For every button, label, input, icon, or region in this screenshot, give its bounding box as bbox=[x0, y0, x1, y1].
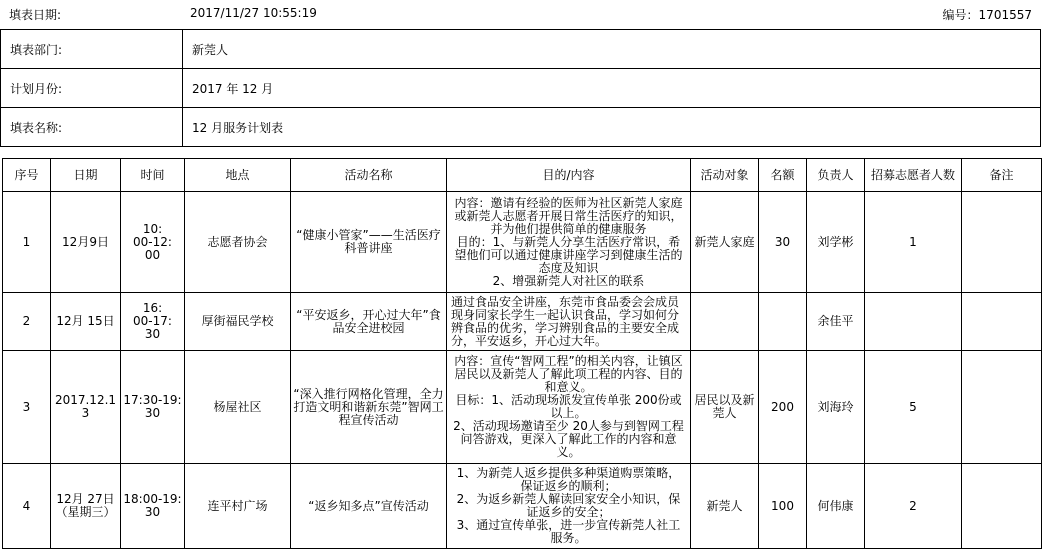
col-header: 活动名称 bbox=[291, 159, 447, 192]
content-line: 内容：宣传“智网工程”的相关内容，让镇区居民以及新莞人了解此项工程的内容、目的和意义。 bbox=[454, 354, 683, 394]
cell-place: 厚街福民学校 bbox=[185, 293, 291, 351]
col-header: 活动对象 bbox=[691, 159, 759, 192]
info-row-department bbox=[1, 30, 1041, 69]
cell-remark bbox=[962, 192, 1042, 293]
cell-time: 16: 00-17: 30 bbox=[121, 293, 185, 351]
cell-quota: 200 bbox=[759, 351, 807, 464]
col-header: 序号 bbox=[3, 159, 51, 192]
info-value: 新莞人 bbox=[183, 30, 1041, 69]
cell-target: 居民以及新莞人 bbox=[691, 351, 759, 464]
cell-no: 2 bbox=[3, 293, 51, 351]
info-label: 填表部门: bbox=[1, 30, 183, 69]
cell-quota: 30 bbox=[759, 192, 807, 293]
cell-leader: 余佳平 bbox=[807, 293, 865, 351]
cell-remark bbox=[962, 293, 1042, 351]
cell-content bbox=[447, 464, 691, 549]
table-header-row bbox=[3, 159, 1042, 192]
fill-date-label: 填表日期: bbox=[9, 8, 62, 22]
cell-leader: 刘学彬 bbox=[807, 192, 865, 293]
plan-table bbox=[2, 158, 1042, 549]
header-bar bbox=[0, 0, 1042, 26]
cell-content bbox=[447, 351, 691, 464]
content-line: 目标：1、活动现场派发宣传单张 200份或以上。 bbox=[455, 393, 682, 420]
col-header: 备注 bbox=[962, 159, 1042, 192]
cell-time: 17:30-19:30 bbox=[121, 351, 185, 464]
content-line: 目的：1、与新莞人分享生活医疗常识，希望他们可以通过健康讲座学习到健康生活的态度及知识 bbox=[454, 234, 683, 275]
cell-leader: 何伟康 bbox=[807, 464, 865, 549]
col-header: 日期 bbox=[51, 159, 121, 192]
info-value: 2017 年 12 月 bbox=[183, 69, 1041, 108]
cell-place: 连平村广场 bbox=[185, 464, 291, 549]
cell-remark bbox=[962, 464, 1042, 549]
content-line: 通过食品安全讲座，东莞市食品委会会成员现身同家长学生一起认识食品，学习如何分辨食品的优劣，学习辨别食品的主要安全成分，平安返乡，开心过大年。 bbox=[451, 294, 680, 348]
content-line: 2、活动现场邀请至少 20人参与到智网工程问答游戏，更深入了解此工作的内容和意义。 bbox=[453, 419, 684, 459]
content-line: 内容：邀请有经验的医师为社区新莞人家庭或新莞人志愿者开展日常生活医疗的知识，并为他们提供简单的健康服务 bbox=[454, 195, 683, 236]
cell-date: 2017.12.13 bbox=[51, 351, 121, 464]
info-row-name bbox=[1, 108, 1041, 147]
col-header: 地点 bbox=[185, 159, 291, 192]
cell-volunteers: 5 bbox=[865, 351, 962, 464]
cell-activity-name: “返乡知多点”宣传活动 bbox=[291, 464, 447, 549]
cell-activity-name: “深入推行网格化管理，全力打造文明和谐新东莞”智网工程宣传活动 bbox=[291, 351, 447, 464]
content-line: 1、为新莞人返乡提供多种渠道购票策略，保证返乡的顺利； bbox=[456, 466, 681, 493]
cell-no: 1 bbox=[3, 192, 51, 293]
table-row bbox=[3, 192, 1042, 293]
cell-quota bbox=[759, 293, 807, 351]
cell-volunteers: 2 bbox=[865, 464, 962, 549]
cell-activity-name: “平安返乡，开心过大年”食品安全进校园 bbox=[291, 293, 447, 351]
col-header: 目的/内容 bbox=[447, 159, 691, 192]
col-header: 名额 bbox=[759, 159, 807, 192]
fill-date-value: 2017/11/27 10:55:19 bbox=[190, 6, 317, 20]
cell-volunteers: 1 bbox=[865, 192, 962, 293]
cell-remark bbox=[962, 351, 1042, 464]
cell-target: 新莞人 bbox=[691, 464, 759, 549]
col-header: 招募志愿者人数 bbox=[865, 159, 962, 192]
cell-date: 12月 27日（星期三） bbox=[51, 464, 121, 549]
cell-content bbox=[447, 293, 691, 351]
col-header: 负责人 bbox=[807, 159, 865, 192]
content-line: 2、增强新莞人对社区的联系 bbox=[492, 273, 645, 288]
cell-volunteers bbox=[865, 293, 962, 351]
cell-activity-name: “健康小管家”——生活医疗科普讲座 bbox=[291, 192, 447, 293]
serial-number: 编号：1701557 bbox=[942, 8, 1032, 22]
cell-leader: 刘海玲 bbox=[807, 351, 865, 464]
cell-no: 4 bbox=[3, 464, 51, 549]
content-line: 3、通过宣传单张，进一步宣传新莞人社工服务。 bbox=[456, 518, 681, 545]
cell-time: 10: 00-12: 00 bbox=[121, 192, 185, 293]
info-value: 12 月服务计划表 bbox=[183, 108, 1041, 147]
cell-date: 12月9日 bbox=[51, 192, 121, 293]
cell-no: 3 bbox=[3, 351, 51, 464]
cell-target bbox=[691, 293, 759, 351]
info-label: 填表名称: bbox=[1, 108, 183, 147]
col-header: 时间 bbox=[121, 159, 185, 192]
cell-date: 12月 15日 bbox=[51, 293, 121, 351]
table-row bbox=[3, 464, 1042, 549]
cell-place: 杨屋社区 bbox=[185, 351, 291, 464]
cell-time: 18:00-19:30 bbox=[121, 464, 185, 549]
info-row-month bbox=[1, 69, 1041, 108]
content-line: 2、为返乡新莞人解读回家安全小知识，保证返乡的安全； bbox=[456, 492, 681, 519]
cell-place: 志愿者协会 bbox=[185, 192, 291, 293]
info-label: 计划月份: bbox=[1, 69, 183, 108]
table-row bbox=[3, 293, 1042, 351]
cell-quota: 100 bbox=[759, 464, 807, 549]
cell-content bbox=[447, 192, 691, 293]
cell-target: 新莞人家庭 bbox=[691, 192, 759, 293]
table-row bbox=[3, 351, 1042, 464]
info-table bbox=[0, 29, 1041, 147]
